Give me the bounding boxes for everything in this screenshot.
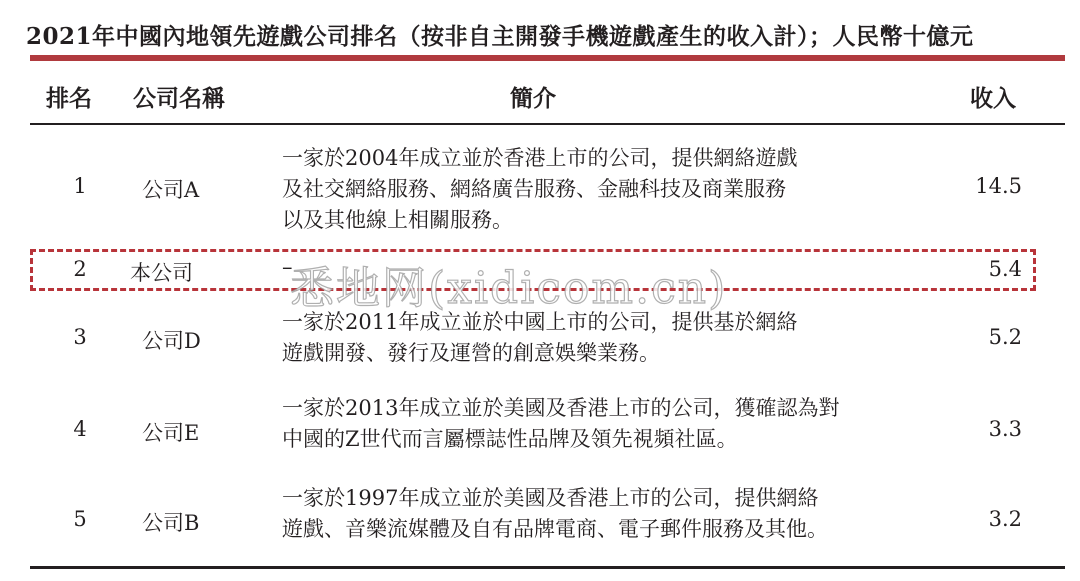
rank-cell: 3 [73, 325, 87, 349]
description-line: 及社交網絡服務、網絡廣告服務、金融科技及商業服務 [282, 177, 786, 201]
rank-cell: 2 [73, 257, 87, 281]
header-rank: 排名 [46, 85, 92, 112]
table-row [30, 307, 1065, 371]
description-cell [282, 483, 942, 545]
table-row [30, 483, 1065, 547]
company-cell: 公司B [142, 511, 200, 535]
header-description: 簡介 [510, 85, 556, 112]
title-accent-rule [30, 55, 1065, 61]
description-line: 中國的Z世代而言屬標誌性品牌及領先視頻社區。 [282, 427, 738, 451]
description-line: 一家於2004年成立並於香港上市的公司，提供網絡遊戲 [282, 146, 798, 170]
revenue-cell: 14.5 [975, 174, 1022, 198]
description-line: 一家於2013年成立並於美國及香港上市的公司，獲確認為對 [282, 396, 840, 420]
rank-cell: 4 [73, 417, 87, 441]
description-cell [282, 393, 942, 455]
company-cell: 公司A [142, 178, 200, 202]
highlight-dashed-box [30, 249, 1036, 291]
header-revenue: 收入 [970, 85, 1016, 112]
rank-cell: 5 [73, 507, 87, 531]
description-line: 遊戲、音樂流媒體及自有品牌電商、電子郵件服務及其他。 [282, 517, 828, 541]
company-cell: 本公司 [130, 261, 193, 285]
table-title: 2021年中國內地領先遊戲公司排名（按非自主開發手機遊戲產生的收入計）；人民幣十億元 [26, 23, 974, 50]
description-cell [282, 143, 942, 236]
table-header [30, 72, 1065, 118]
revenue-cell: 3.3 [988, 417, 1022, 441]
table-bottom-rule [30, 566, 1065, 569]
company-cell: 公司D [142, 329, 201, 353]
header-divider [30, 123, 1065, 125]
table-row [30, 393, 1065, 457]
description-cell [282, 307, 942, 369]
table-row [30, 141, 1065, 236]
description-line: 一家於1997年成立並於美國及香港上市的公司，提供網絡 [282, 486, 819, 510]
revenue-cell: 5.2 [988, 325, 1022, 349]
watermark-text: 悉地网(xidicom.cn) [290, 263, 728, 314]
description-line: 以及其他線上相關服務。 [282, 208, 513, 232]
description-line: 遊戲開發、發行及運營的創意娛樂業務。 [282, 341, 660, 365]
revenue-cell: 5.4 [988, 257, 1022, 281]
description-line: 一家於2011年成立並於中國上市的公司，提供基於網絡 [282, 310, 798, 334]
description-line: – [282, 255, 293, 279]
company-cell: 公司E [142, 421, 200, 445]
header-company: 公司名稱 [133, 85, 225, 112]
revenue-cell: 3.2 [988, 507, 1022, 531]
rank-cell: 1 [73, 174, 87, 198]
